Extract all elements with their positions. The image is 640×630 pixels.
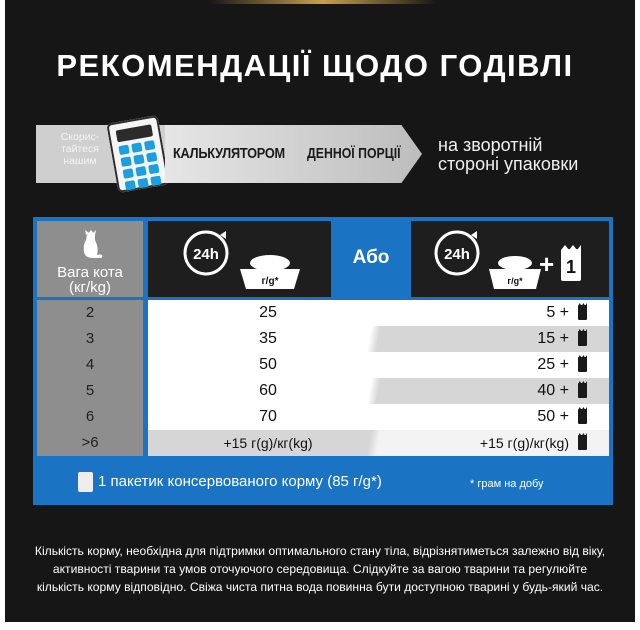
calculator-use-text: Скорис- тайтеся нашим [60,131,100,167]
mix-plus: + [539,249,555,279]
mix-amount: 5 + [546,304,569,321]
food-bowl-icon-2 [485,249,545,293]
footer-pouch-text: 1 пакетик консервованого корму (85 г/g*) [98,473,382,490]
weight-column-header [37,265,143,295]
or-label: Або [352,247,390,268]
feeding-note-paragraph: Кількість корму, необхідна для підтримки оптимального стану тіла, відрізнятиметься залежно від віку, активності тварини та умов оточуючого середовища. Слідкуйте за вагою тварини та регулюйте кількість корму відповідно. Свіжа чиста питна вода повинна бути доступною тварині у будь-який час. [34,544,606,594]
food-bowl-icon [234,249,306,293]
dry-amount: +15 г(g)/кг(kg) [223,435,313,451]
dry-amount: 60 [259,382,277,399]
reverse-line-1: на зворотній [438,135,543,155]
dry-amount: 35 [259,330,277,347]
mix-amount: +15 г(g)/кг(kg) [479,435,569,451]
cat-icon [73,226,109,262]
pouch-mark-icon [578,305,587,320]
svg-text:г/g*: г/g* [261,276,279,287]
table-row [37,404,609,430]
dry-amount: 25 [259,304,277,321]
svg-text:24h: 24h [444,246,470,263]
mixed-food-header [411,221,609,297]
svg-text:г/g*: г/g* [507,276,523,286]
calculator-word: КАЛЬКУЛЯТОРОМ [173,145,285,162]
weight-cell: 4 [37,352,143,378]
table-row [37,300,609,326]
pouch-icon [559,243,583,283]
gold-accent-line [208,0,438,4]
mix-amount: 50 + [537,408,569,425]
svg-text:24h: 24h [193,246,219,263]
pouch-mark-icon [578,357,587,372]
mix-amount: 40 + [537,382,569,399]
pouch-small-icon [78,472,93,492]
data-cells [148,404,609,430]
clock-24h-icon-2 [431,227,491,283]
weight-cell: 2 [37,300,143,326]
weight-header-line-1: Вага кота [57,264,123,281]
data-cells [148,378,609,404]
weight-header-line-2: (кг/kg) [68,279,112,296]
reverse-line-2: стороні упаковки [438,154,579,174]
daily-portion-word: ДЕННОЇ ПОРЦІЇ [307,145,401,162]
weight-cell: 5 [37,378,143,404]
table-row [37,352,609,378]
pouch-mark-icon [578,409,587,424]
pouch-mark-icon [578,435,587,450]
table-row [37,378,609,404]
clock-24h-icon [180,227,240,283]
svg-text:1: 1 [565,257,577,277]
mix-amount: 25 + [537,356,569,373]
data-cells [148,300,609,326]
weight-cell: >6 [37,430,143,456]
data-cells [148,352,609,378]
footer-note: * грам на добу [470,478,544,490]
dry-food-header [148,221,331,297]
weight-cell: 6 [37,404,143,430]
dry-amount: 70 [259,408,277,425]
page-title: РЕКОМЕНДАЦІЇ ЩОДО ГОДІВЛІ [56,48,574,83]
table-row [37,326,609,352]
pouch-mark-icon [578,383,587,398]
data-cells [148,430,609,456]
pouch-mark-icon [578,331,587,346]
table-row [37,430,609,456]
mix-amount: 15 + [537,330,569,347]
weight-cell: 3 [37,326,143,352]
reverse-side-note [438,136,578,174]
data-cells [148,326,609,352]
dry-amount: 50 [259,356,277,373]
